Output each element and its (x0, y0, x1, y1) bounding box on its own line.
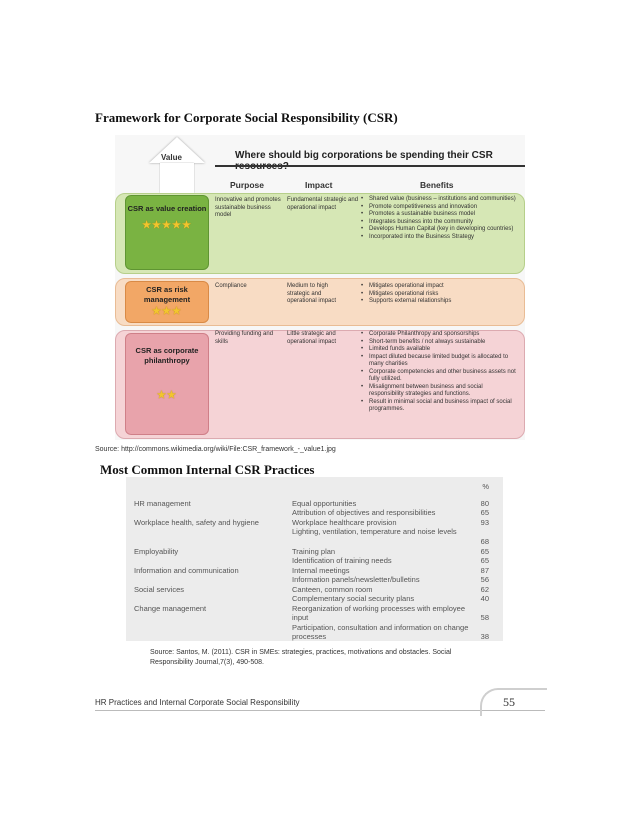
percent-cell: 65 (480, 547, 489, 556)
practice-cell: Attribution of objectives and responsibilities (292, 508, 436, 517)
benefit-item: • Integrates business into the community (361, 219, 516, 227)
col-benefits: Benefits (420, 180, 454, 190)
practice-cell: Reorganization of working processes with employee input (292, 604, 466, 623)
benefit-item: • Shared value (business – institutions and communities) (361, 196, 516, 204)
page-number: 55 (503, 695, 515, 709)
percent-cell: 93 (480, 518, 489, 527)
category-cell: Social services (134, 585, 185, 594)
benefit-item: • Result in minimal social and business impact of social programmes. (361, 399, 516, 414)
benefit-item: • Promote competitiveness and innovation (361, 204, 516, 212)
col-impact: Impact (305, 180, 333, 190)
percent-cell: 56 (480, 575, 489, 584)
impact-cell: Medium to high strategic and operational impact (287, 283, 337, 304)
framework-source: Source: http://commons.wikimedia.org/wiki/File:CSR_framework_-_value1.jpg (95, 446, 336, 453)
benefit-item: • Incorporated into the Business Strategy (361, 234, 516, 242)
benefit-item: • Promotes a sustainable business model (361, 211, 516, 219)
category-cell: HR management (134, 499, 191, 508)
framework-question: Where should big corporations be spending their CSR (235, 150, 493, 161)
footer-rule (95, 710, 545, 711)
category-cell: Change management (134, 604, 207, 613)
question-underline (215, 165, 525, 167)
stars-icon: ★★ (157, 390, 177, 401)
practice-cell: Canteen, common room (292, 585, 373, 594)
purpose-cell: Compliance (215, 283, 247, 289)
benefits-list (361, 283, 516, 306)
benefit-item: • Supports external relationships (361, 298, 516, 306)
percent-cell: 38 (480, 632, 489, 641)
percent-cell: 58 (480, 613, 489, 622)
practice-cell: Workplace healthcare provision (292, 518, 397, 527)
box-value-creation (125, 195, 209, 270)
practice-cell: Information panels/newsletter/bulletins (292, 575, 420, 584)
benefit-item: • Corporate competencies and other business assets not fully utilized. (361, 369, 516, 384)
value-label: Value (161, 153, 182, 162)
benefits-list (361, 331, 516, 414)
benefit-item: • Mitigates operational impact (361, 283, 516, 291)
csr-practices-table (126, 477, 503, 641)
category-cell: Information and communication (134, 566, 239, 575)
practices-title: Most Common Internal CSR Practices (100, 462, 315, 477)
practice-cell: Lighting, ventilation, temperature and noise levels (292, 527, 457, 536)
practice-cell: Internal meetings (292, 566, 350, 575)
footer-text: HR Practices and Internal Corporate Social Responsibility (95, 698, 300, 707)
percent-cell: 65 (480, 508, 489, 517)
benefit-item: • Mitigates operational risks (361, 291, 516, 299)
percent-cell: 65 (480, 556, 489, 565)
practice-cell: Equal opportunities (292, 499, 357, 508)
value-arrow-stem (160, 163, 194, 193)
benefit-item: • Develops Human Capital (key in developing countries) (361, 226, 516, 234)
category-cell: Employability (134, 547, 179, 556)
box-risk-management (125, 281, 209, 323)
table-source: Source: Santos, M. (2011). CSR in SMEs: strategies, practices, motivations and obstacles. Social Responsibility Journal,7(3), 490-508. (150, 649, 452, 666)
benefits-list (361, 196, 516, 241)
framework-title: Framework for Corporate Social Responsibility (CSR) (95, 110, 398, 125)
box-corporate-philanthropy (125, 333, 209, 435)
benefit-item: • Short-term benefits / not always sustainable (361, 339, 516, 347)
practice-cell: Identification of training needs (292, 556, 392, 565)
row-label: CSR as risk management (143, 285, 191, 304)
benefit-item: • Limited funds available (361, 346, 516, 354)
impact-cell: Fundamental strategic and operational impact (287, 197, 359, 211)
stars-icon: ★★★ (152, 306, 182, 317)
benefit-item: • Misalignment between business and social responsibility strategies and functions. (361, 384, 516, 399)
purpose-cell: Providing funding and skills (215, 331, 274, 345)
percent-cell: 68 (480, 537, 489, 546)
stars-icon: ★★★★★ (142, 220, 192, 231)
benefit-item: • Impact diluted because limited budget is allocated to many charities (361, 354, 516, 369)
percent-cell: 40 (480, 594, 489, 603)
practice-cell: Participation, consultation and information on change processes (292, 623, 469, 642)
percent-cell: 80 (480, 499, 489, 508)
purpose-cell: Innovative and promotes sustainable business model (215, 197, 281, 218)
row-label: CSR as corporate philanthropy (135, 346, 199, 365)
col-purpose: Purpose (230, 180, 265, 190)
category-cell: Workplace health, safety and hygiene (134, 518, 259, 527)
percent-header: % (482, 482, 489, 491)
row-label: CSR as value creation (127, 204, 207, 213)
practice-cell: Training plan (292, 547, 336, 556)
percent-cell: 87 (480, 566, 489, 575)
practice-cell: Complementary social security plans (292, 594, 415, 603)
impact-cell: Little strategic and operational impact (287, 331, 337, 345)
percent-cell: 62 (480, 585, 489, 594)
benefit-item: • Corporate Philanthropy and sponsorships (361, 331, 516, 339)
csr-framework-figure (115, 135, 525, 440)
